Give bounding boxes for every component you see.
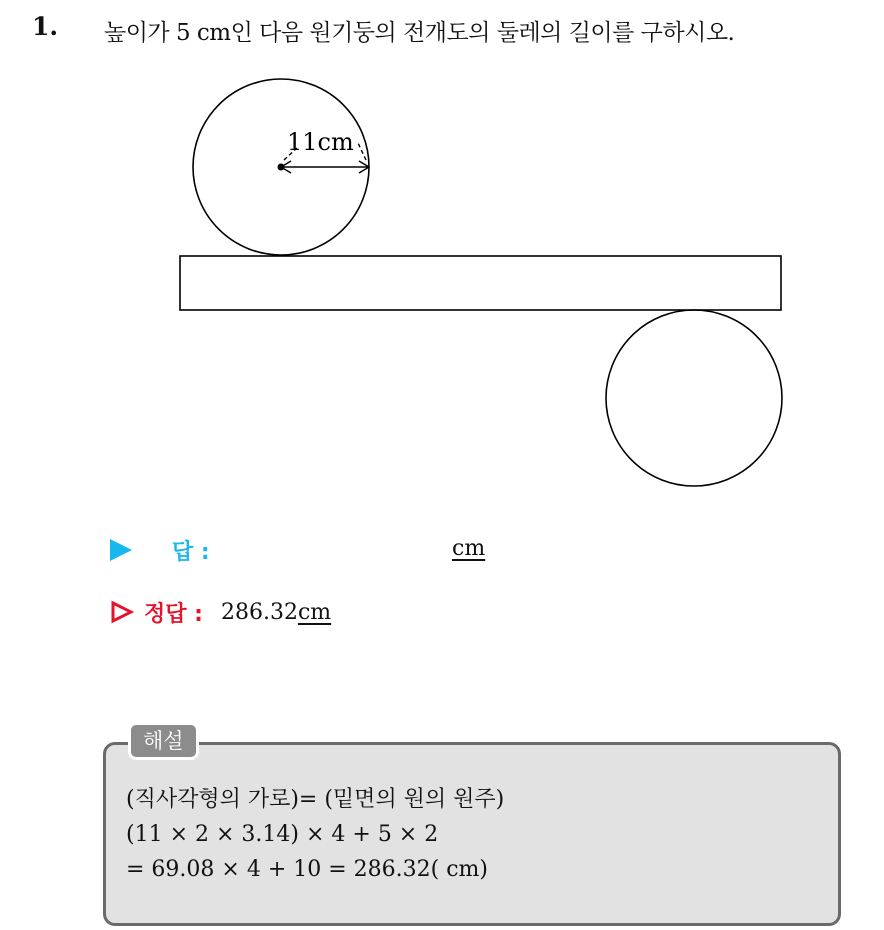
- outline-triangle-icon: [110, 600, 134, 624]
- explanation-tag: 해설: [128, 722, 199, 760]
- explanation-line: = 69.08 × 4 + 10 = 286.32( cm): [126, 857, 488, 882]
- radius-dashed-right: [358, 143, 366, 160]
- question-number: 1.: [32, 12, 59, 41]
- correct-answer-unit: cm: [297, 599, 332, 625]
- play-triangle-icon: [110, 539, 132, 561]
- bottom-base-circle: [606, 310, 782, 486]
- correct-answer-value: 286.32: [220, 599, 298, 625]
- correct-answer-label: 정답 :: [144, 601, 203, 627]
- lateral-rectangle: [180, 256, 781, 310]
- question-text: 높이가 5 cm인 다음 원기둥의 전개도의 둘레의 길이를 구하시오.: [104, 20, 735, 46]
- explanation-line: (11 × 2 × 3.14) × 4 + 5 × 2: [126, 822, 439, 847]
- explanation-content: [126, 782, 504, 887]
- answer-label: 답 :: [172, 539, 210, 565]
- explanation-line: (직사각형의 가로)= (밑면의 원의 원주): [126, 787, 505, 812]
- radius-label: 11cm: [287, 128, 354, 156]
- correct-answer-row: [110, 594, 331, 630]
- answer-row: [110, 532, 210, 568]
- answer-unit: cm: [452, 536, 486, 561]
